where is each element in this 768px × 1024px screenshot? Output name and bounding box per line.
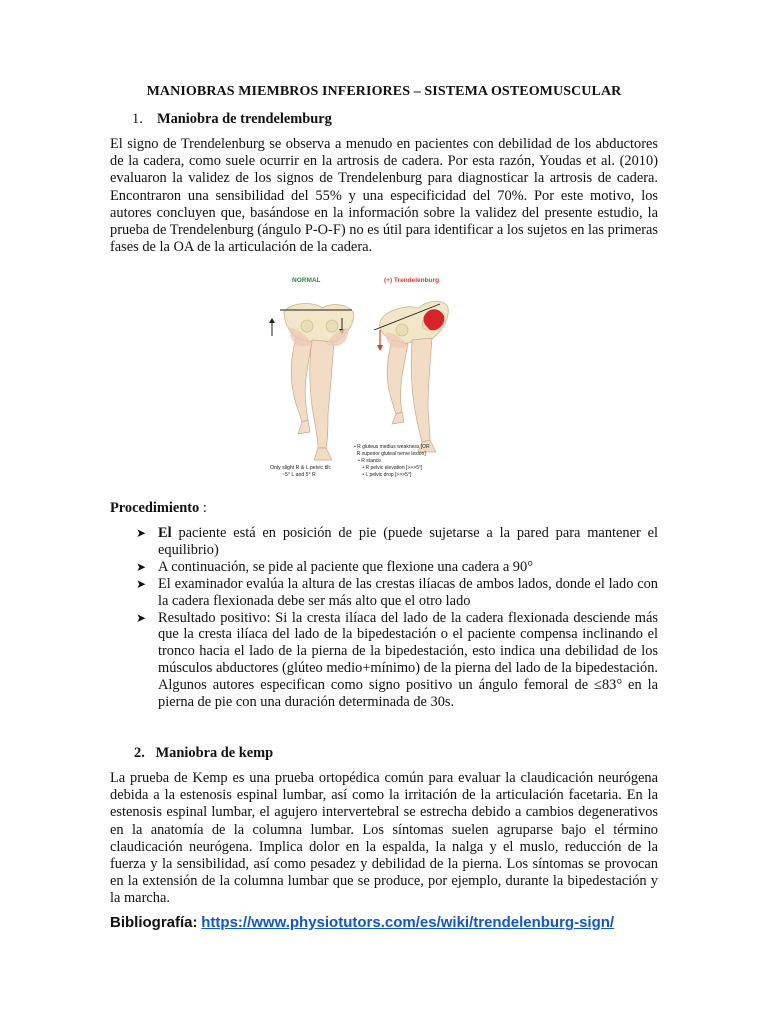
procedure-suffix: : <box>199 500 207 516</box>
bibliography <box>110 914 614 932</box>
arrow-bullet-icon: ➤ <box>136 610 147 625</box>
document-title: MANIOBRAS MIEMBROS INFERIORES – SISTEMA OSTEOMUSCULAR <box>146 84 622 99</box>
figure-caption-left-1: Only slight R & L pelvic tilt: <box>270 465 332 471</box>
procedure-item <box>136 610 658 711</box>
section-2-number: 2. <box>134 745 145 761</box>
bibliography-label: Bibliografía: <box>110 914 198 931</box>
arrow-bullet-icon: ➤ <box>136 576 147 591</box>
bibliography-link[interactable]: https://www.physiotutors.com/es/wiki/trendelenburg-sign/ <box>201 914 615 931</box>
procedure-item <box>136 525 658 559</box>
arrow-bullet-icon: ➤ <box>136 526 147 540</box>
section-2-title: Maniobra de kemp <box>155 745 274 761</box>
procedure-list <box>136 525 658 711</box>
section-1-number: 1. <box>132 111 143 127</box>
figure-label-normal: NORMAL <box>292 277 321 284</box>
section-2-paragraph: La prueba de Kemp es una prueba ortopédica común para evaluar la claudicación neurógena debida a la estenosis espinal lumbar, así como la irritación de la articulación facetaria. En la estenosis espinal lumbar, el agujero intervertebral se estrecha debido a cambios degenerativos en la anatomía de la columna lumbar. Los síntomas suelen agruparse bajo el término claudicación neurógena. Implica dolor en la espalda, la nalga y el muslo, reducción de la fuerza y la sensibilidad, así como pesadez y debilidad de la pierna. Los síntomas se provocan en la extensión de la columna lumbar que se produce, por ejemplo, durante la bipedestación y la marcha. <box>110 770 658 907</box>
figure-note-3: • R stance <box>354 458 382 464</box>
figure-note-1: • R gluteus medius weakness [OR <box>354 444 430 450</box>
figure-note-2: R superior gluteal nerve lesion] <box>354 451 426 457</box>
procedure-item-text: paciente está en posición de pie (puede sujetarse a la pared para mantener el equilibrio) <box>158 525 658 558</box>
trendelenburg-figure <box>262 268 472 484</box>
arrow-bullet-icon: ➤ <box>136 559 147 574</box>
figure-label-positive: (+) Trendelenburg <box>384 277 440 284</box>
procedure-item-lead: El <box>158 525 172 541</box>
section-2-heading <box>134 745 273 762</box>
section-1-paragraph: El signo de Trendelenburg se observa a menudo en pacientes con debilidad de los abductores de la cadera, como suele ocurrir en la artrosis de cadera. Por esta razón, Youdas et al. (2010) evaluaron la validez de los signos de Trendelenburg para diagnosticar la artrosis de cadera. Encontraron una sensibilidad del 55% y una especificidad del 70%. Por este motivo, los autores concluyen que, basándose en la información sobre la validez del presente estudio, la prueba de Trendelenburg (ángulo P-O-F) no es útil para identificar a los sujetos en las primeras fases de la OA de la articulación de la cadera. <box>110 136 658 256</box>
figure-note-5: • L pelvic drop [>>>5°] <box>354 472 412 478</box>
procedure-item-text: El examinador evalúa la altura de las crestas ilíacas de ambos lados, donde el lado con la cadera flexionada debe ser más alto que el otro lado <box>158 575 658 609</box>
section-1-title: Maniobra de trendelemburg <box>157 111 332 127</box>
procedure-item <box>136 559 658 576</box>
procedure-item-text: A continuación, se pide al paciente que flexione una cadera a 90° <box>158 558 533 575</box>
procedure-heading <box>110 500 207 517</box>
procedure-label: Procedimiento <box>110 500 200 516</box>
figure-caption-left-2: ~5° L and 5° R <box>282 472 316 478</box>
procedure-item <box>136 576 658 610</box>
figure-note-4: • R pelvic elevation [>>>5°] <box>354 465 423 471</box>
section-1-heading <box>134 111 332 128</box>
procedure-item-text: Resultado positivo: Si la cresta ilíaca del lado de la cadera flexionada desciende más que la cresta ilíaca del lado de la bipedestación o el paciente compensa inclinando el tronco hacia el lado de la pierna de la bipedestación, esto indica una debilidad de los músculos abductores (glúteo medio+mínimo) de la pierna del lado de la bipedestación. Algunos autores especifican como signo positivo un ángulo femoral de ≤83° en la pierna de pie con una duración determinada de 30s. <box>158 609 658 711</box>
